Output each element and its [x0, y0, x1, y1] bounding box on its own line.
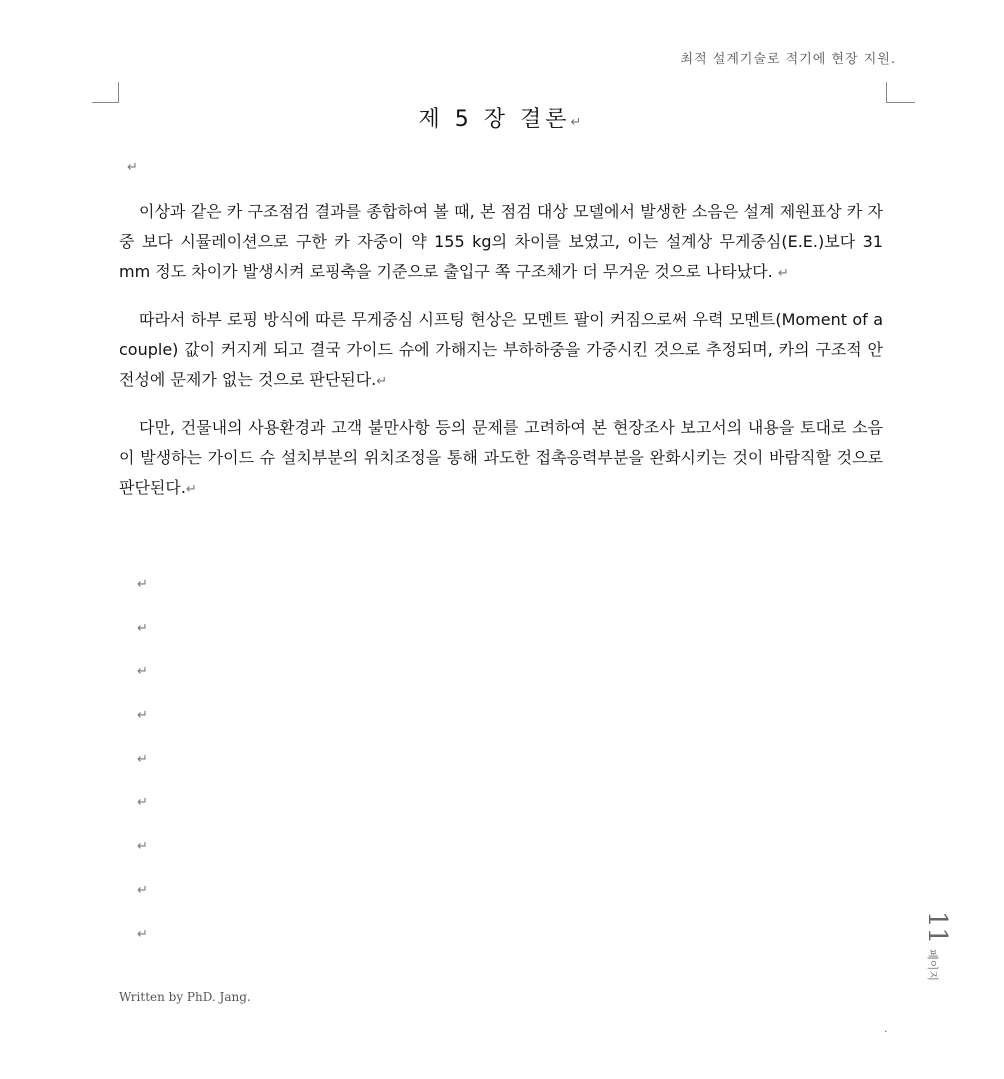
paragraph-mark-icon: ↵	[185, 482, 197, 497]
crop-mark-right	[886, 82, 915, 103]
paragraph-mark-icon: ↵	[137, 839, 148, 855]
paragraph	[119, 197, 883, 289]
paragraph-mark-icon: ↵	[137, 620, 148, 636]
empty-paragraphs	[137, 578, 148, 971]
paragraph-mark-icon: ↵	[137, 664, 148, 680]
paragraph-mark-icon: ↵	[570, 115, 586, 130]
paragraph	[119, 305, 883, 397]
paragraph-mark-icon: ↵	[127, 160, 138, 175]
paragraph-mark-icon: ↵	[376, 374, 388, 389]
paragraph-text: 이상과 같은 카 구조점검 결과를 종합하여 볼 때, 본 점검 대상 모델에서 발생한 소음은 설계 제원표상 카 자중 보다 시뮬레이션으로 구한 카 자중이 약 155 kg의 차이를 보였고, 이는 설계상 무게중심(E.E.)보다 31 mm 정도 차이가 발생시켜 로핑축을 기준으로 출입구 쪽 구조체가 더 무거운 것으로 나타났다.	[119, 202, 883, 281]
paragraph-mark-icon: ↵	[137, 882, 148, 898]
page-number	[906, 905, 968, 987]
paragraph-mark-icon: ↵	[137, 926, 148, 942]
page-number-value: 11	[922, 910, 953, 945]
paragraph-text: 따라서 하부 로핑 방식에 따른 무게중심 시프팅 현상은 모멘트 팔이 커짐으로써 우력 모멘트(Moment of a couple) 값이 커지게 되고 결국 가이드 슈에 가해지는 부하하중을 가중시킨 것으로 추정되며, 카의 구조적 안전성에 문제가 없는 것으로 판단된다.	[119, 310, 883, 389]
running-header	[681, 48, 896, 67]
paragraph-mark-icon: ↵	[137, 751, 148, 767]
body-text[interactable]	[119, 197, 883, 521]
paragraph-mark-icon: ↵	[777, 266, 789, 281]
chapter-title-text: 제 5 장 결론	[418, 107, 571, 132]
page-number-label: 페이지	[926, 949, 940, 982]
end-mark-icon: .	[884, 1022, 888, 1035]
crop-mark-left	[92, 82, 119, 103]
paragraph-text: 다만, 건물내의 사용환경과 고객 불만사항 등의 문제를 고려하여 본 현장조사 보고서의 내용을 토대로 소음이 발생하는 가이드 슈 설치부분의 위치조정을 통해 과도한 접촉응력부분을 완화시키는 것이 바람직할 것으로 판단된다.	[119, 418, 883, 497]
paragraph-mark-icon: ↵	[137, 795, 148, 811]
chapter-title	[0, 102, 1004, 133]
running-footer-text: Written by PhD. Jang.	[119, 990, 251, 1004]
paragraph-mark-icon: ↵	[137, 577, 148, 592]
running-header-text: 최적 설계기술로 적기에 현장 지원.	[680, 52, 896, 67]
paragraph-mark-icon: ↵	[137, 708, 148, 724]
running-footer	[119, 990, 251, 1004]
paragraph	[119, 413, 883, 505]
